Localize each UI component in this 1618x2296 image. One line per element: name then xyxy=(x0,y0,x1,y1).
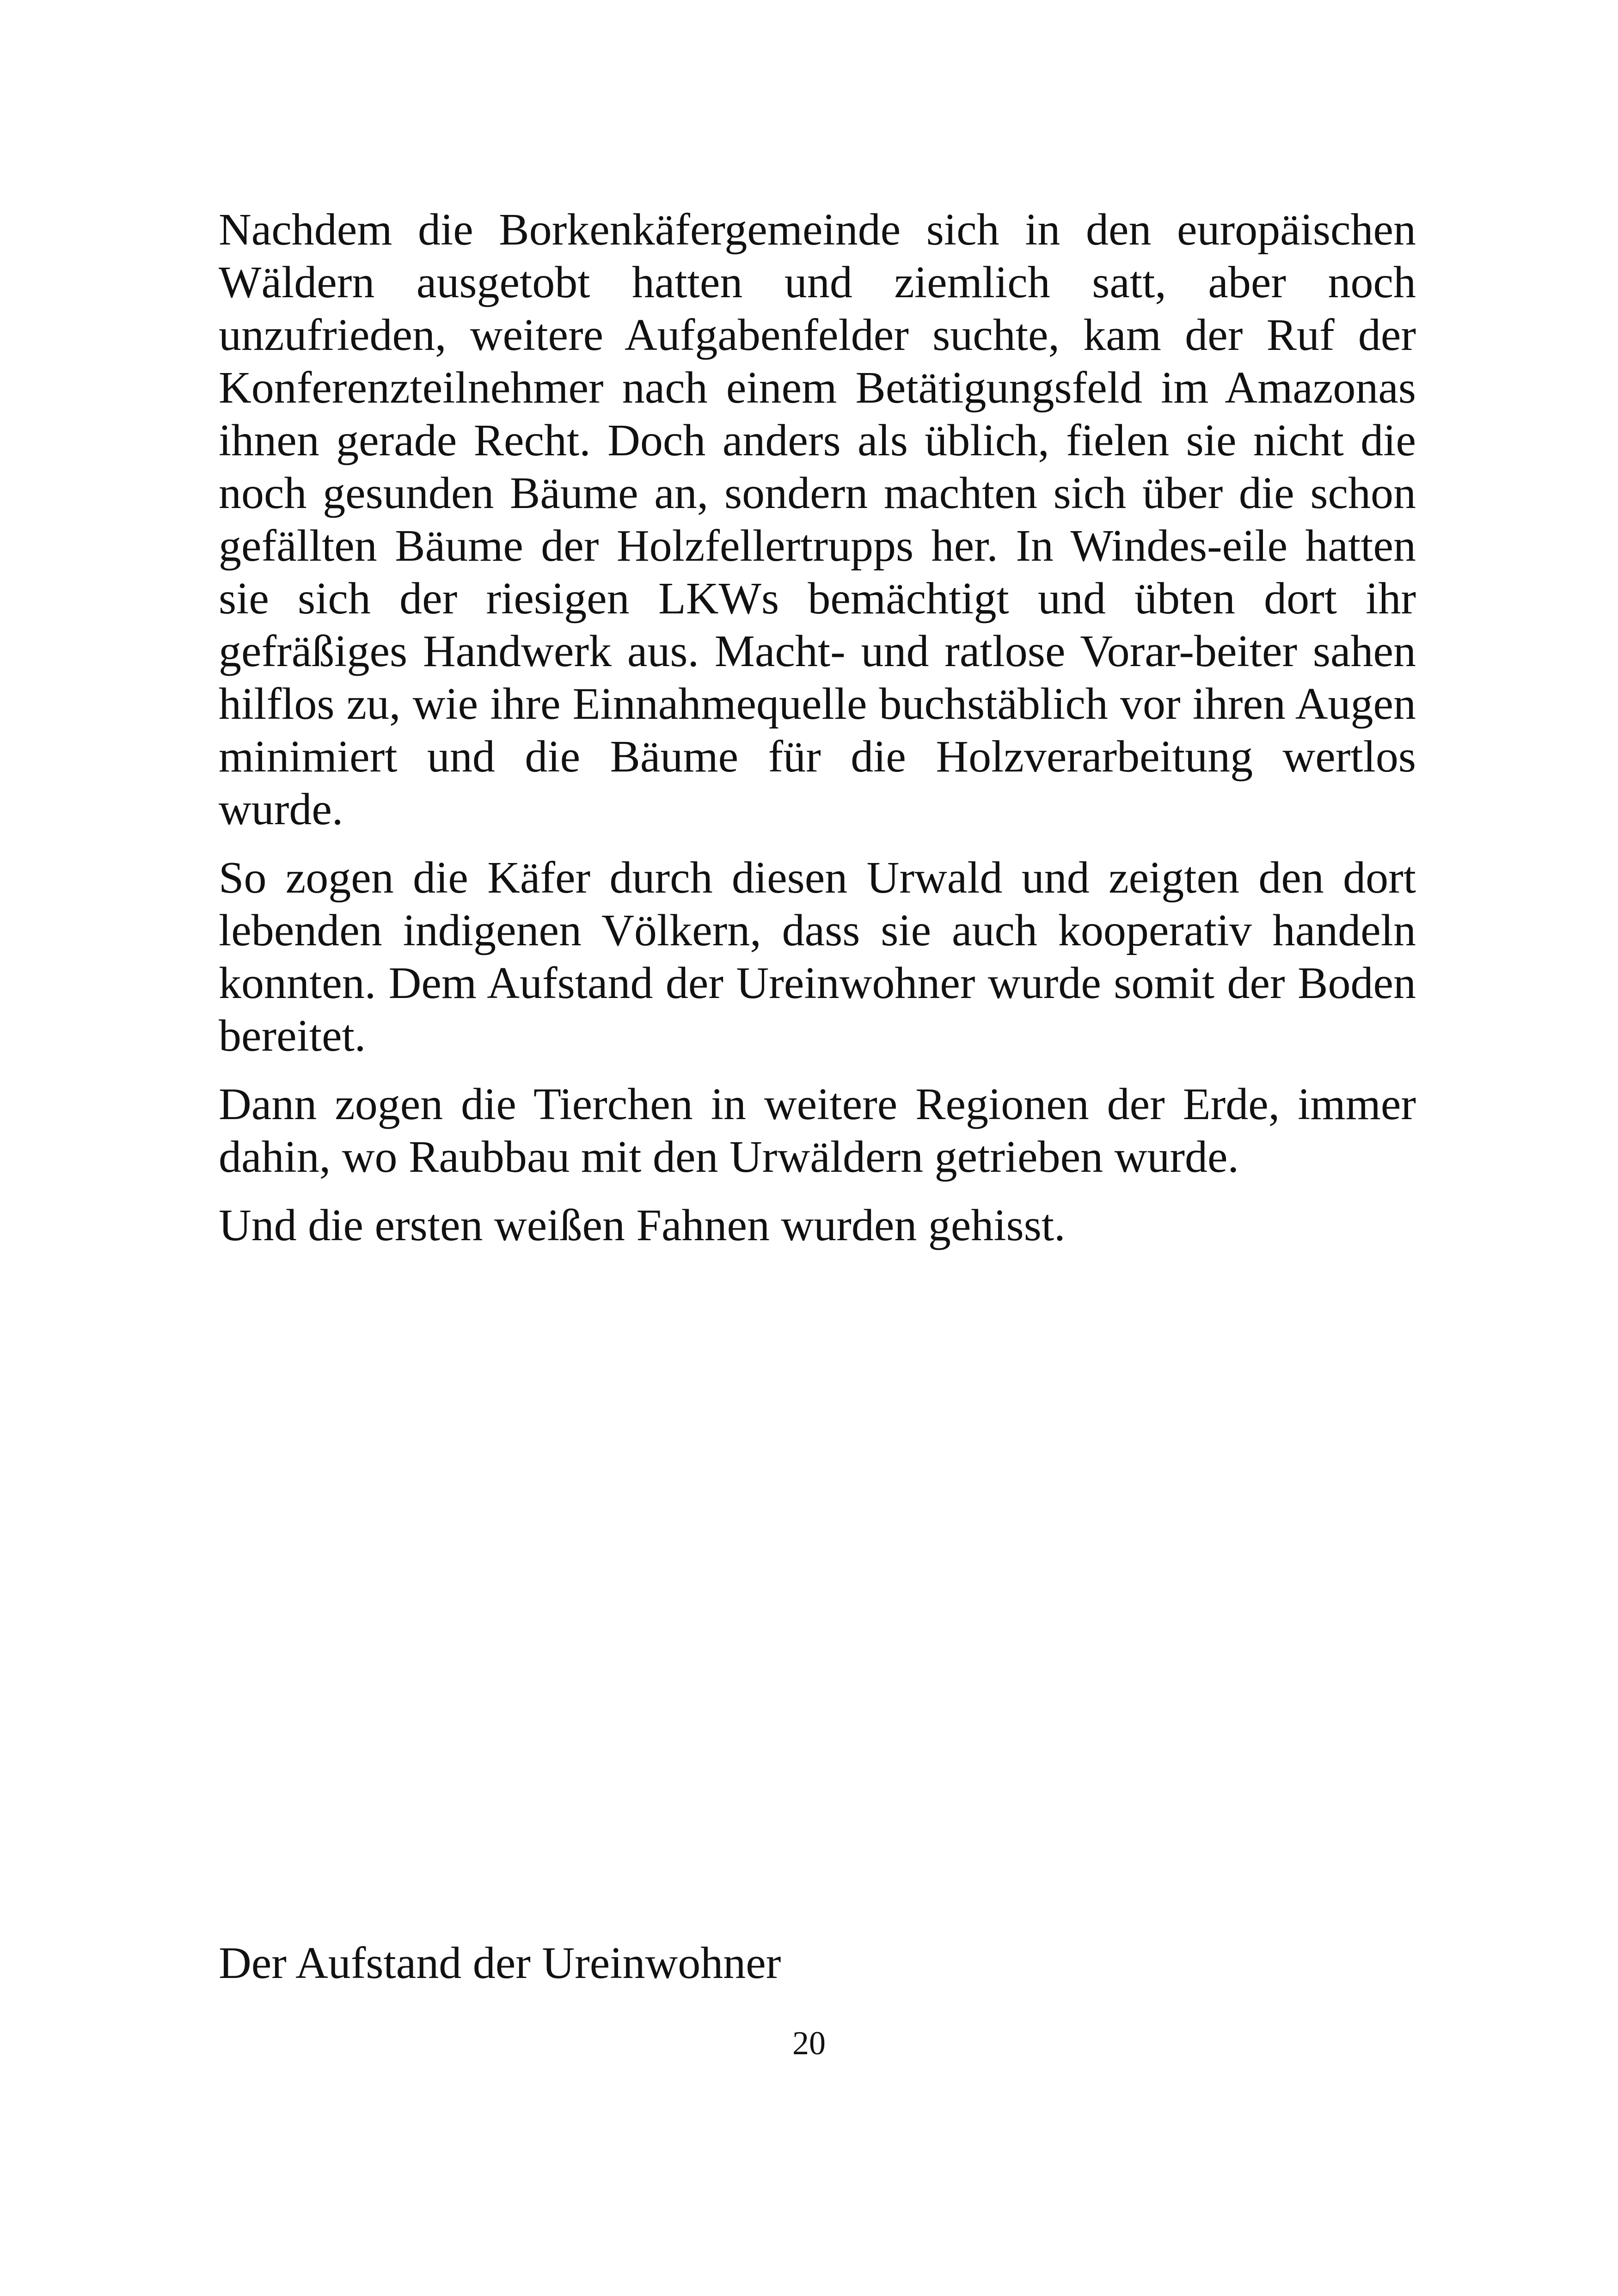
body-text xyxy=(219,203,1416,1267)
paragraph-2: So zogen die Käfer durch diesen Urwald und zeigten den dort lebenden indigenen Völkern, dass sie auch kooperativ handeln konnten. Dem Aufstand der Ureinwohner wurde somit der Boden bereitet. xyxy=(219,853,1416,1061)
paragraph-3: Dann zogen die Tierchen in weitere Regionen der Erde, immer dahin, wo Raubbau mit den Urwäldern getrieben wurde. xyxy=(219,1079,1416,1182)
paragraph-4: Und die ersten weißen Fahnen wurden gehisst. xyxy=(219,1200,1066,1250)
page-number: 20 xyxy=(792,2025,826,2062)
chapter-title: Der Aufstand der Ureinwohner xyxy=(219,1938,781,1988)
paragraph-1: Nachdem die Borkenkäfergemeinde sich in den europäischen Wäldern ausgetobt hatten und ziemlich satt, aber noch unzufrieden, weitere Aufgabenfelder suchte, kam der Ruf der Konferenzteilnehmer nach einem Betätigungsfeld im Amazonas ihnen gerade Recht. Doch anders als üblich, fielen sie nicht die noch gesunden Bäume an, sondern machten sich über die schon gefällten Bäume der Holzfellertrupps her. In Windes-eile hatten sie sich der riesigen LKWs bemächtigt und übten dort ihr gefräßiges Handwerk aus. Macht- und ratlose Vorar-beiter sahen hilflos zu, wie ihre Einnahmequelle buchstäblich vor ihren Augen minimiert und die Bäume für die Holzverarbeitung wertlos wurde. xyxy=(219,205,1416,834)
